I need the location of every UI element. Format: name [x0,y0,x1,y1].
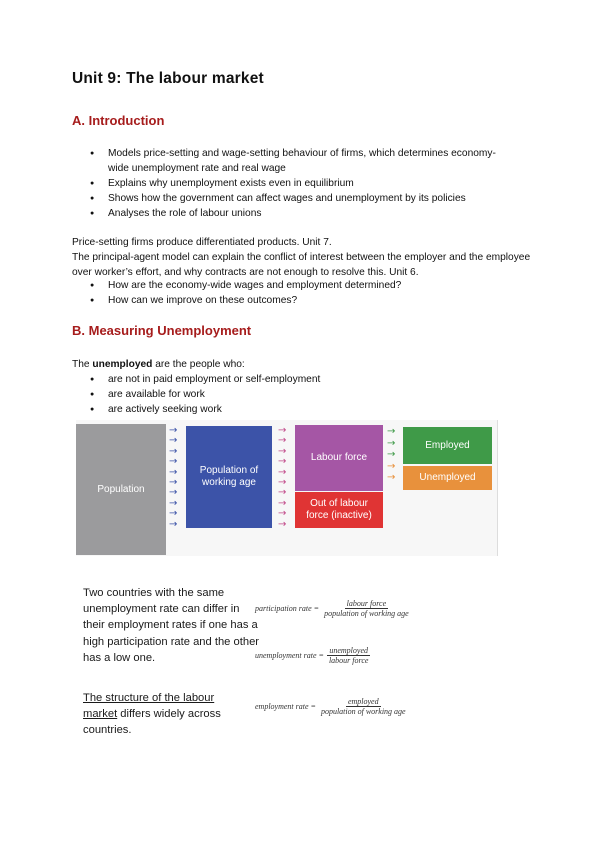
list-item: ● Shows how the government can affect wages and unemployment by its policies [90,191,510,206]
arrow-icon: → [278,497,287,509]
arrow-column-1 [169,426,177,530]
labour-force-box: Labour force [295,425,383,491]
participation-note: Two countries with the same unemployment rate can differ in their employment rates if one has a high participation rate and the other has a low one. [83,587,260,664]
arrow-icon: → [387,426,396,437]
list-item: ● Models price-setting and wage-setting behaviour of firms, which determines economy-wide unemployment rate and real wage [90,146,510,176]
formula-numerator: unemployed [329,646,368,655]
list-item: ● are actively seeking work [90,402,470,417]
page-title: Unit 9: The labour market [72,70,264,87]
participation-rate-formula: participation rate = $\frac{\text{labour force}}{\text{population of working age}}$ [255,599,409,618]
unemployed-criteria-list [90,372,470,417]
arrow-icon: → [278,487,287,499]
arrow-icon: → [278,477,287,489]
structure-link[interactable]: The structure of the labour market [83,692,215,721]
formula-numerator: labour force [346,599,387,608]
structure-note: The structure of the labour market differs widely across countries. [83,692,221,737]
list-item: ● Analyses the role of labour unions [90,206,510,221]
arrow-icon: → [169,477,178,489]
section-b-heading: B. Measuring Unemployment [72,323,252,338]
formula-numerator: employed [347,697,379,706]
paragraph-principal-agent: The principal-agent model can explain the conflict of interest between the employer and the employee over worker’s effort, and why contracts are not enough to resolve this. Unit 6. [72,252,531,278]
unemployment-rate-formula: unemployment rate = $\frac{\text{unemployed}}{\text{labour force}}$ [255,646,369,665]
list-item: ● Explains why unemployment exists even in equilibrium [90,176,510,191]
labour-market-diagram [76,420,498,556]
population-box: Population [76,424,166,555]
formula-denominator: labour force [328,656,369,665]
arrow-icon: → [169,425,178,436]
arrow-icon: → [278,508,287,520]
intro-bullet-list [90,146,510,221]
arrow-icon: → [169,456,178,468]
arrow-icon: → [169,497,178,509]
unemployed-box: Unemployed [403,466,492,490]
formula-denominator: population of working age [324,609,409,618]
formula-denominator: population of working age [320,707,406,716]
arrow-icon: → [169,487,178,499]
arrow-column-2 [278,426,286,530]
list-item: ● are not in paid employment or self-employment [90,372,470,387]
out-of-labour-force-box: Out of labour force (inactive) [295,492,383,528]
arrow-icon: → [387,449,396,460]
arrow-column-3 [387,426,395,484]
question-list [90,278,510,308]
paragraph-price-setting: Price-setting firms produce differentiated products. Unit 7. [72,237,332,248]
section-a-heading: A. Introduction [72,113,165,128]
arrow-icon: → [278,518,287,530]
arrow-icon: → [169,445,178,457]
unemployed-term: unemployed [92,359,153,370]
arrow-icon: → [387,472,396,483]
employed-box: Employed [403,427,492,464]
list-item: ● How can we improve on these outcomes? [90,293,510,308]
arrow-icon: → [387,460,396,472]
arrow-icon: → [278,456,287,468]
arrow-icon: → [169,518,178,530]
arrow-icon: → [169,508,178,520]
employment-rate-formula: employment rate = $\frac{\text{employed}}{\text{population of working age}}$ [255,697,406,716]
list-item: ● are available for work [90,387,470,402]
list-item: ● How are the economy-wide wages and employment determined? [90,278,510,293]
arrow-icon: → [387,437,396,449]
arrow-icon: → [278,445,287,457]
arrow-icon: → [278,435,287,447]
arrow-icon: → [169,466,178,478]
unemployed-definition: The unemployed are the people who: [72,359,245,370]
arrow-icon: → [278,425,287,436]
working-age-box: Population of working age [186,426,272,528]
arrow-icon: → [278,466,287,478]
arrow-icon: → [169,435,178,447]
